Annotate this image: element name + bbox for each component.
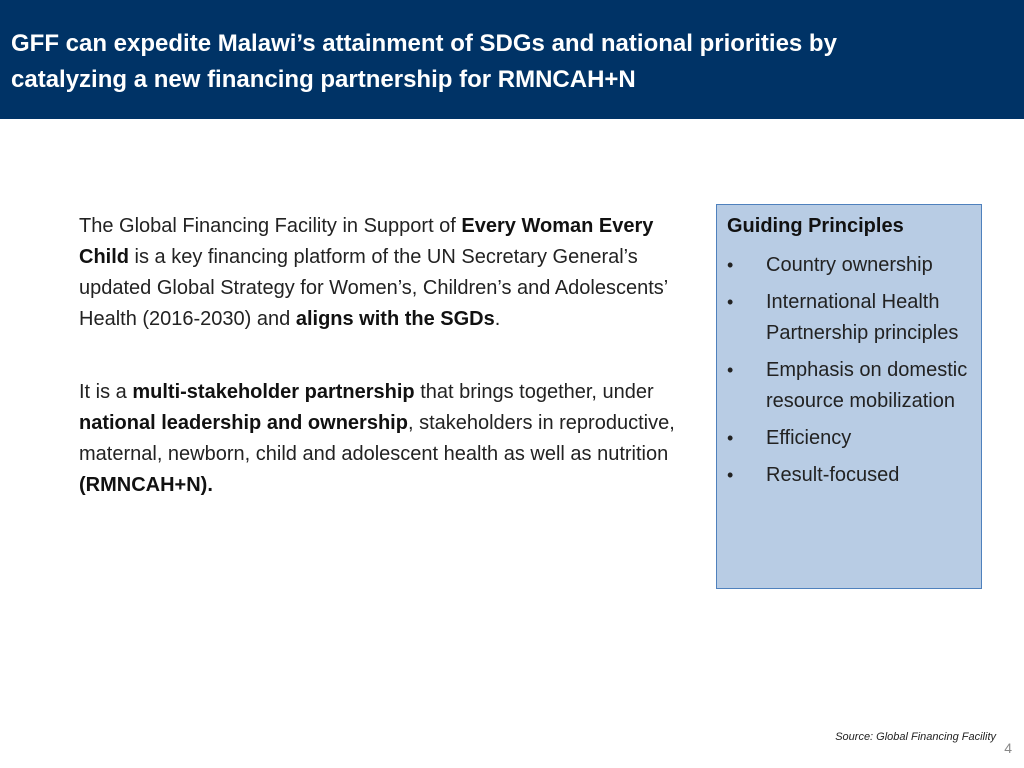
title-bar bbox=[0, 0, 1024, 119]
body-text-segment: , stakeholders in reproductive, maternal, newborn, child and adolescent health as well as nutrition bbox=[79, 412, 675, 465]
principle-text: Country ownership bbox=[766, 254, 933, 276]
body-text-segment: that brings together, under bbox=[414, 381, 654, 403]
principle-item bbox=[727, 460, 973, 491]
principles-title: Guiding Principles bbox=[727, 215, 904, 237]
body-text-segment: is a key financing platform of the UN Secretary General’s updated Global Strategy for Women’s, Children’s and Adolescents’ Health (2016-2030) and bbox=[79, 246, 668, 330]
guiding-principles-box bbox=[716, 204, 982, 589]
bullet-icon: • bbox=[727, 292, 734, 312]
bullet-icon: • bbox=[727, 465, 734, 485]
emphasis-text: aligns with the SGDs bbox=[295, 308, 495, 330]
emphasis-text: multi-stakeholder partnership bbox=[132, 381, 415, 403]
partnership-paragraph bbox=[79, 377, 689, 501]
principle-item bbox=[727, 287, 973, 349]
bullet-icon: • bbox=[727, 255, 734, 275]
body-text-segment: The Global Financing Facility in Support of bbox=[79, 215, 462, 237]
emphasis-text: Every Woman Every Child bbox=[79, 215, 654, 268]
principle-item bbox=[727, 250, 973, 281]
body-text-segment: . bbox=[494, 308, 501, 330]
emphasis-text: (RMNCAH+N). bbox=[79, 474, 213, 496]
bullet-icon: • bbox=[727, 428, 734, 448]
emphasis-text: national leadership and ownership bbox=[79, 412, 408, 434]
principles-list bbox=[727, 250, 973, 491]
body-text bbox=[79, 211, 689, 543]
page-number: 4 bbox=[1004, 740, 1012, 756]
principle-item bbox=[727, 355, 973, 417]
slide-title-line-2: catalyzing a new financing partnership for RMNCAH+N bbox=[11, 66, 636, 93]
source-note: Source: Global Financing Facility bbox=[835, 731, 996, 743]
principle-text: International Health Partnership principles bbox=[766, 291, 959, 344]
slide-title-line-1: GFF can expedite Malawi’s attainment of SDGs and national priorities by bbox=[11, 30, 837, 57]
principle-text: Efficiency bbox=[766, 427, 852, 449]
body-text-segment: It is a bbox=[79, 381, 133, 403]
principle-text: Emphasis on domestic resource mobilization bbox=[766, 359, 968, 412]
bullet-icon: • bbox=[727, 360, 734, 380]
intro-paragraph bbox=[79, 211, 689, 335]
principle-text: Result-focused bbox=[766, 464, 900, 486]
principle-item bbox=[727, 423, 973, 454]
